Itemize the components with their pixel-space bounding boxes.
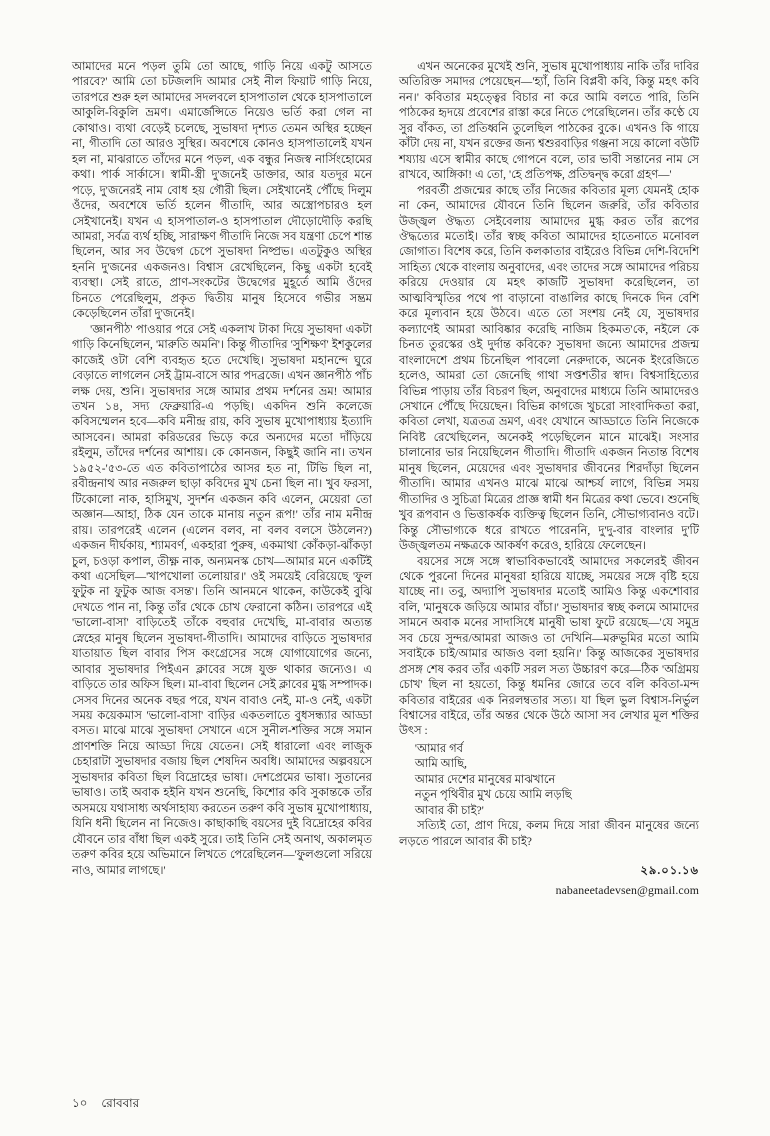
section-name: রোববার [101, 1096, 140, 1110]
closing-line: সত্যিই তো, প্রাণ দিয়ে, কলম দিয়ে সারা জীবন মানুষের জন্যে লড়তে পারলে আবার কী চাই? [399, 820, 699, 848]
article-date: ২৯.০১.১৬ [640, 865, 699, 878]
paragraph: পরবর্তী প্রজন্মের কাছে তাঁর নিজের কবিতার মূল্য যেমনই হোক না কেন, আমাদের যৌবনে তিনি ছিলেন জরুরি, তাঁর কবিতার উজ্জ্বল ঔদ্ধত্য সেইবেলায় আমাদের মুগ্ধ করত তাঁর রূপের ঔদ্ধত্যের মতোই। তাঁর স্বচ্ছ কবিতা আমাদের হাতেনাতে মনোবল জোগাত। বিশেষ করে, তিনি কলকাতার বাইরেও বিভিন্ন দেশি-বিদেশি সাহিত্য থেকে বাংলায় অনুবাদের, এবং তাদের সঙ্গে আমাদের পরিচয় করিয়ে দেওয়ার যে মহৎ কাজটি সুভাষদা করেছিলেন, তা আত্মবিস্মৃতির পথে পা বাড়ানো বাঙালির কাছে দিনকে দিন বেশি করে মূল্যবান হয়ে উঠবে। এতে তো সংশয় নেই যে, সুভাষদার কল্যাণেই আমরা আবিষ্কার করেছি নাজিম হিকমত'কে, নইলে কে চিনত তুরস্কের ওই দুর্দান্ত কবিকে? সুভাষদা জন্যে আমাদের প্রজন্ম বাংলাদেশে প্রথম চিনেছিল পাবলো নেরুদাকে, অনেক ইংরেজিতে হলেও, আমরা তো জেনেছি গাথা সপ্তশতীর স্বাদ। বিশ্বসাহিত্যের বিভিন্ন পাড়ায় তাঁর বিচরণ ছিল, অনুবাদের মাধ্যমে তিনি আমাদেরও সেখানে পৌঁছে দিয়েছেন। বিভিন্ন কাগজে খুচরো সাংবাদিকতা করা, কবিতা লেখা, যত্রতত্র ভ্রমণ, এবং যেখানে আড্ডাতে তিনি নিজেকে নিবিষ্ট রেখেছিলেন, অনেকই পড়েছিলেন মানে মাঝেই। সংসার চালানোর ভার নিয়েছিলেন গীতাদি। গীতাদি একজন নিতান্ত বিশেষ মানুষ ছিলেন, মেয়েদের এবং সুভাষদার জীবনের শিরদাঁড়া ছিলেন গীতাদি। আমার এখনও মাঝে মাঝে আশ্চর্য লাগে, বিভিন্ন সময় গীতাদির ও সুচিত্রা মিত্রের প্রাজ্ঞ স্বামী ধন মিত্রের কথা ভেবে। শুনেছি খুব রূপবান ও ভিত্তাকর্ষক ব্যক্তিত্ব ছিলেন তিনি, সৌভাগ্যবানও বটে। কিন্তু সৌভাগ্যকে ধরে রাখতে পারেননি, দু'দু-বার বাংলার দু'টি উজ্জ্বলতম নক্ষত্রকে আকর্ষণ করেও, হারিয়ে ফেলেছেন। [399, 184, 699, 553]
right-column [399, 60, 699, 898]
two-column-layout [72, 60, 700, 898]
author-signature [399, 864, 699, 898]
author-email: nabaneetadevsen@gmail.com [555, 882, 699, 897]
poem-line: আবার কী চাই?' [414, 804, 484, 817]
poem-line: নতুন পৃথিবীর মুখ চেয়ে আমি লড়ছি [414, 789, 572, 802]
page-footer [72, 1094, 139, 1114]
poem-line: 'আমার গর্ব [414, 742, 464, 755]
paragraph: আমাদের মনে পড়ল তুমি তো আছে, গাড়ি নিয়ে একটু আসতে পারবে?' আমি তো চটজলদি আমার সেই নীল ফিয়াট গাড়ি নিয়ে, তারপরে শুরু হল আমাদের সদলবলে হাসপাতাল থেকে হাসপাতালে আকুলি-বিকুলি ভ্রমণ। এমার্জেন্সিতে নিয়েও ভর্তি করা গেল না কোথাও। ব্যথা বেড়েই চলেছে, সুভাষদা দৃশ্যত তেমন অস্থির হচ্ছেন না, গীতাদি তো আরও সুস্থির। অবশেষে কোনও হাসপাতালেই যখন হল না, মাঝরাতে তাঁদের মনে পড়ল, এক বন্ধুর নিজস্ব নার্সিংহোমের কথা। পার্ক সার্কাসে। স্বামী-স্ত্রী দু'জনেই ডাক্তার, আর যতদূর মনে পড়ে, দু'জনেরই নাম বোধ হয় গৌরী ছিল। সেইখানেই পৌঁছে দিলুম ওঁদের, অবশেষে ভর্তি হলেন গীতাদি, আর অস্ত্রোপচারও হল সেইখানেই। যখন এ হাসপাতাল-ও হাসপাতাল দৌড়োদৌড়ি করছি আমরা, সর্বত্র ব্যর্থ হচ্ছি, সারাক্ষণ গীতাদি নিজে সব যন্ত্রণা চেপে শান্ত ছিলেন, আর সব উদ্বেগ চেপে সুভাষদা নিষ্প্রভ। এতটুকুও অস্থির হননি দু'জনের একজনও। বিশ্বাস রেখেছিলেন, কিছু একটা হবেই ব্যবস্থা। সেই রাতে, প্রাণ-সংকটের উদ্বেগের মুহূর্তে আমি ওঁদের চিনতে পেরেছিলুম, প্রকৃত দ্বিতীয় মানুষ হিসেবে গভীর সম্ভ্রম কেড়েছিলেন তাঁরা দু'জনেই। [72, 61, 372, 321]
poem-quote [415, 742, 699, 819]
page-number: ১০ [72, 1096, 88, 1110]
left-column [72, 60, 372, 898]
poem-line: আমার দেশের মানুষের মাঝখানে [414, 773, 556, 786]
poem-line: আমি আছি, [414, 758, 467, 771]
paragraph: বয়সের সঙ্গে সঙ্গে স্বাভাবিকভাবেই আমাদের সকলেরই জীবন থেকে পুরনো দিনের মানুষরা হারিয়ে যাচ্ছে, সময়ের সঙ্গে বৃষ্টি হয়ে যাচ্ছে না। তবু, অদ্যাপি সুভাষদার মতোই আমিও কিন্তু একশোবার বলি, 'মানুষকে জড়িয়ে আমার বাঁচা।' সুভাষদার স্বচ্ছ কলমে আমাদের সামনে অবাক মনের সাদাসিধে মানুষী ভাষা ফুটে রয়েছে—'যে সমুদ্র সব চেয়ে সুন্দর/আমরা আজও তা দেখিনি—মরুভূমির মতো আমি সবাইকে চাই/আমার আজও বলা হয়নি।' কিন্তু আজকের সুভাষদার প্রসঙ্গ শেষ করব তাঁর একটি সরল সত্য উচ্চারণ করে—ঠিক 'অগ্রিময় চোখ' ছিল না হয়তো, কিন্তু ধমনির জোরে তবে বলি কবিতা-মন্দ কবিতার বাইরের এক নিরলম্বতার সত্য। যা ছিল ভুল বিশ্বাস-নির্ভুল বিশ্বাসের বাইরে, তাঁর অন্তর থেকে উঠে আসা সব লেখার মূল শক্তির উৎস : [399, 555, 699, 738]
paragraph: এখন অনেকের মুখেই শুনি, সুভাষ মুখোপাধ্যায় নাকি তাঁর দাবির অতিরিক্ত সমাদর পেয়েছেন—'হ্যাঁ, তিনি বিপ্লবী কবি, কিন্তু মহৎ কবি নন।' কবিতার মহত্ত্বের বিচার না করে আমি বলতে পারি, তিনি পাঠকের হৃদয়ে প্রবেশের রাস্তা করে নিতে পেরেছিলেন। তাঁর কণ্ঠে যে সুর বাঁকত, তা প্রতিধ্বনি তুলেছিল পাঠকের বুকে। এখনও কি গায়ে কাঁটা দেয় না, যখন রক্তের জন্য শ্বশুরবাড়ির গঞ্জনা সয়ে কালো বউটি শয্যায় এসে স্বামীর কাছে গোপনে বলে, তার ভাবী সন্তানের নাম সে রাখবে, আঙ্গিকা! এ তো, 'হে প্রতিপক্ষ, প্রতিদ্বন্দ্ব করো গ্রহণ—' [399, 61, 699, 182]
paragraph: 'জ্ঞানপীঠ' পাওয়ার পরে সেই একলাখ টাকা দিয়ে সুভাষদা একটা গাড়ি কিনেছিলেন, 'মারুতি অমনি'। কিন্তু গীতাদির 'সুশিক্ষণ' ইশকুলের কাজেই ওটা বেশি ব্যবহৃত হতে দেখেছি। সুভাষদা মহানন্দে ঘুরে বেড়াতে লাগলেন সেই ট্রাম-বাসে আর পদব্রজে। এখন জ্ঞানপীঠ পাঁচ লক্ষ দেয়, শুনি। সুভাষদার সঙ্গে আমার প্রথম দর্শনের ভ্রম! আমার তখন ১৪, সদ্য ফেব্রুয়ারি-এ পড়ছি। একদিন শুনি কলেজে কবিসম্মেলন হবে—কবি মনীন্দ্র রায়, কবি সুভাষ মুখোপাধ্যায় ইত্যাদি আসবেন। আমরা করিডরের ভিড়ে করে অন্যদের মতো দাঁড়িয়ে রইলুম, তাঁদের দর্শনের আশায়। কে কোনজন, কিছুই জানি না। তখন ১৯৫২-'৫৩-তে এত কবিতাপাঠের আসর হত না, টিভি ছিল না, রবীন্দ্রনাথ আর নজরুল ছাড়া কবিদের মুখ চেনা ছিল না। খুব ফরসা, টিকোলো নাক, হাসিমুখ, সুদর্শন একজন কবি এলেন, মেয়েরা তো অজ্ঞান—আহা, ঠিক যেন তাকে মানায় নতুন রূপ!' তাঁর নাম মনীন্দ্র রায়। তারপরেই এলেন (এলেন বলব, না বলব বলসে উঠলেন?) একজন দীর্ঘকায়, শ্যামবর্ণ, একহারা পুরুষ, একমাথা কোঁকড়া-ঝাঁকড়া চুল, চওড়া কপাল, তীক্ষ্ণ নাক, অন্যমনস্ক চোখ—আমার মনে একটিই কথা এসেছিল—'খাপখোলা তলোয়ার।' ওই সময়েই বেরিয়েছে 'ফুল ফুটুক না ফুটুক আজ বসন্ত'। তিনি আনমনে থাকেন, কাউকেই বুঝি দেখতে পান না, কিন্তু তাঁর থেকে চোখ ফেরানো কঠিন। তারপরে এই 'ভালো-বাসা' বাড়িতেই তাঁকে বহুবার দেখেছি, মা-বাবার অত্যন্ত স্নেহের মানুষ ছিলেন সুভাষদা-গীতাদি। আমাদের বাড়িতে সুভাষদার যাতায়াত ছিল বাবার পিস কংগ্রেসের সঙ্গে যোগাযোগের জন্যে, আবার সুভাষদার পিইএন ক্লাবের সঙ্গে যুক্ত থাকার জন্যেও। এ বাড়িতে তার অফিস ছিল। মা-বাবা ছিলেন সেই ক্লাবের মুগ্ধ সম্পাদক। সেসব দিনের অনেক বছর পরে, যখন বাবাও নেই, মা-ও নেই, একটা সময় কয়েকমাস 'ভালো-বাসা' বাড়ির একতলাতে বুধসন্ধ্যার আড্ডা বসত। মাঝে মাঝে সুভাষদা সেখানে এসে সুনীল-শক্তির সঙ্গে সমান প্রাণশক্তি নিয়ে আড্ডা দিয়ে যেতেন। সেই ধারালো এবং লাজুক চেহারাটা সুভাষদার বজায় ছিল শেষদিন অবধি। আমাদের অল্পবয়সে সুভাষদার কবিতা ছিল বিদ্রোহের ভাষা। দেশপ্রেমের ভাষা। সুতানের ভাষাও। তাই অবাক হইনি যখন শুনেছি, কিশোর কবি সুকান্তকে তাঁর অসময়ে যথাসাধ্য অর্থসাহায্য করতেন তরুণ কবি সুভাষ মুখোপাধ্যায়, যিনি ধনী ছিলেন না নিজেও। কাছাকাছি বয়সের দুই বিদ্রোহের কবির যৌবনে তার বাঁধা ছিল একই সুরে। তাই তিনি সেই অনাথ, অকালমৃত তরুণ কবির হয়ে অভিমানে লিখতে পেরেছিলেন—'ফুলগুলো সরিয়ে নাও, আমার লাগছে।' [72, 323, 372, 877]
